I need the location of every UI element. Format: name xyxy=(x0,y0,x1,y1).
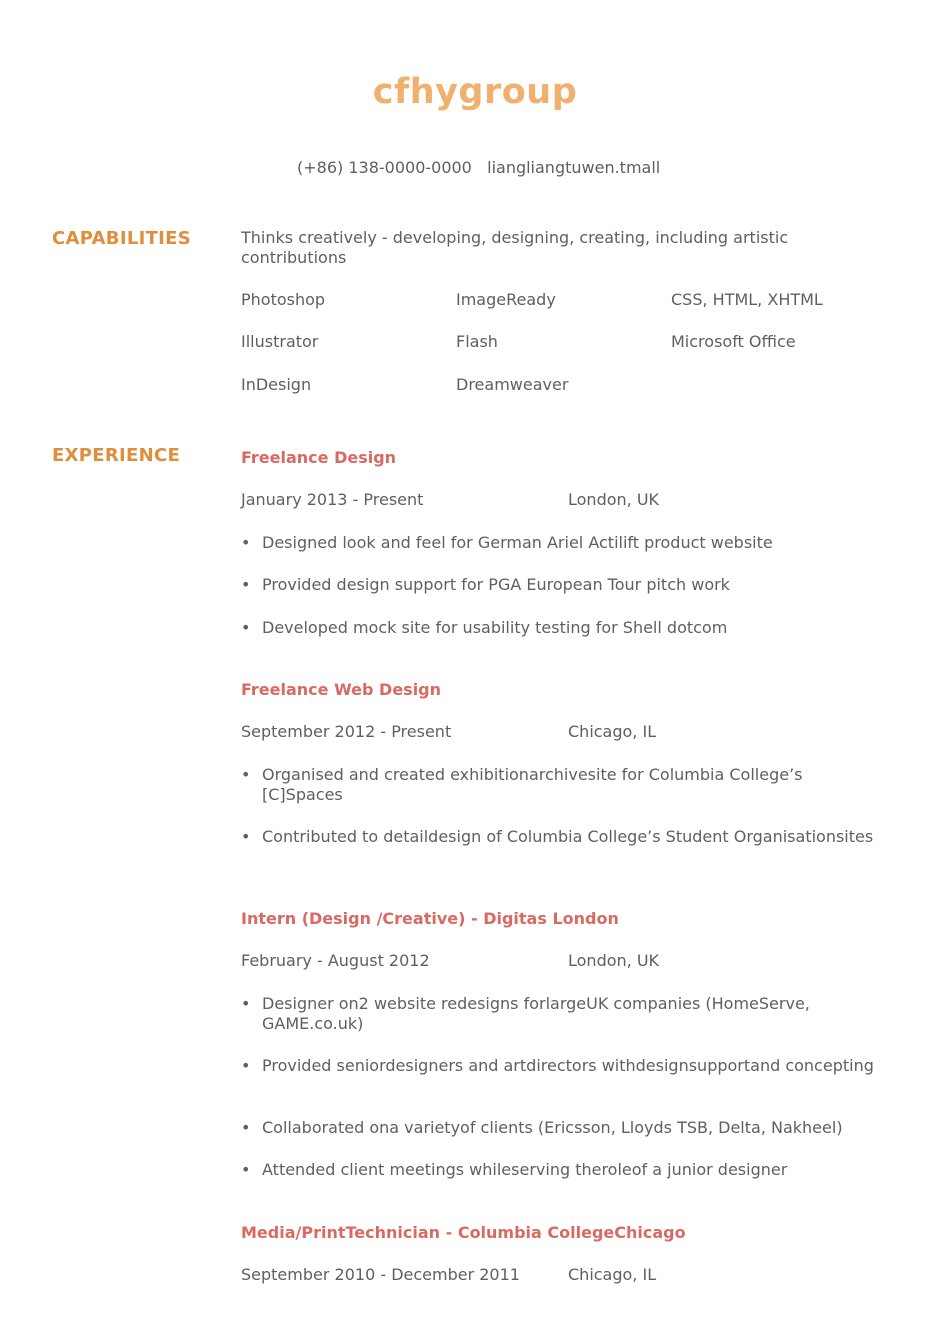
skill-item: Dreamweaver xyxy=(456,375,569,394)
bullet-marker: • xyxy=(241,533,251,552)
contact-info: (+86) 138-0000-0000 liangliangtuwen.tmall xyxy=(297,158,661,177)
job-location: London, UK xyxy=(568,490,660,509)
skill-item: Illustrator xyxy=(241,332,319,351)
bullet-marker: • xyxy=(241,1160,251,1179)
job-bullet-text: Provided seniordesigners and artdirectors withdesignsupportand concepting xyxy=(262,1056,874,1075)
section-title-capabilities: CAPABILITIES xyxy=(52,228,192,249)
job-dates: September 2012 - Present xyxy=(241,722,452,741)
bullet-marker: • xyxy=(241,1118,251,1137)
job-title: Intern (Design /Creative) - Digitas London xyxy=(241,909,619,928)
job-dates: September 2010 - December 2011 xyxy=(241,1265,520,1284)
candidate-name: cfhygroup xyxy=(372,72,578,112)
job-location: London, UK xyxy=(568,951,660,970)
job-bullet-text: Collaborated ona varietyof clients (Ericsson, Lloyds TSB, Delta, Nakheel) xyxy=(262,1118,843,1137)
job-location: Chicago, IL xyxy=(568,1265,657,1284)
bullet-marker: • xyxy=(241,994,251,1013)
skill-item: CSS, HTML, XHTML xyxy=(671,290,823,309)
job-title: Freelance Web Design xyxy=(241,680,442,699)
bullet-marker: • xyxy=(241,618,251,637)
job-location: Chicago, IL xyxy=(568,722,657,741)
job-bullet-text: Provided design support for PGA European Tour pitch work xyxy=(262,575,730,594)
job-bullet-text: Attended client meetings whileserving theroleof a junior designer xyxy=(262,1160,788,1179)
job-dates: February - August 2012 xyxy=(241,951,430,970)
job-bullet-text: Designer on2 website redesigns forlargeUK companies (HomeServe, GAME.co.uk) xyxy=(262,994,810,1033)
skill-item: Photoshop xyxy=(241,290,326,309)
skill-item: Flash xyxy=(456,332,498,351)
bullet-marker: • xyxy=(241,827,251,846)
section-title-experience: EXPERIENCE xyxy=(52,445,181,466)
skill-item: Microsoft Office xyxy=(671,332,796,351)
job-bullet-text: Designed look and feel for German Ariel Actilift product website xyxy=(262,533,773,552)
job-title: Media/PrintTechnician - Columbia CollegeChicago xyxy=(241,1223,686,1242)
skill-item: InDesign xyxy=(241,375,312,394)
bullet-marker: • xyxy=(241,575,251,594)
bullet-marker: • xyxy=(241,765,251,784)
job-bullet-text: Contributed to detaildesign of Columbia College’s Student Organisationsites xyxy=(262,827,874,846)
job-title: Freelance Design xyxy=(241,448,397,467)
job-bullet-text: Developed mock site for usability testing for Shell dotcom xyxy=(262,618,728,637)
job-dates: January 2013 - Present xyxy=(241,490,424,509)
skill-item: ImageReady xyxy=(456,290,556,309)
capabilities-summary: Thinks creatively - developing, designing, creating, including artistic contributions xyxy=(241,228,789,267)
job-bullet-text: Organised and created exhibitionarchivesite for Columbia College’s [C]Spaces xyxy=(262,765,803,804)
bullet-marker: • xyxy=(241,1056,251,1075)
